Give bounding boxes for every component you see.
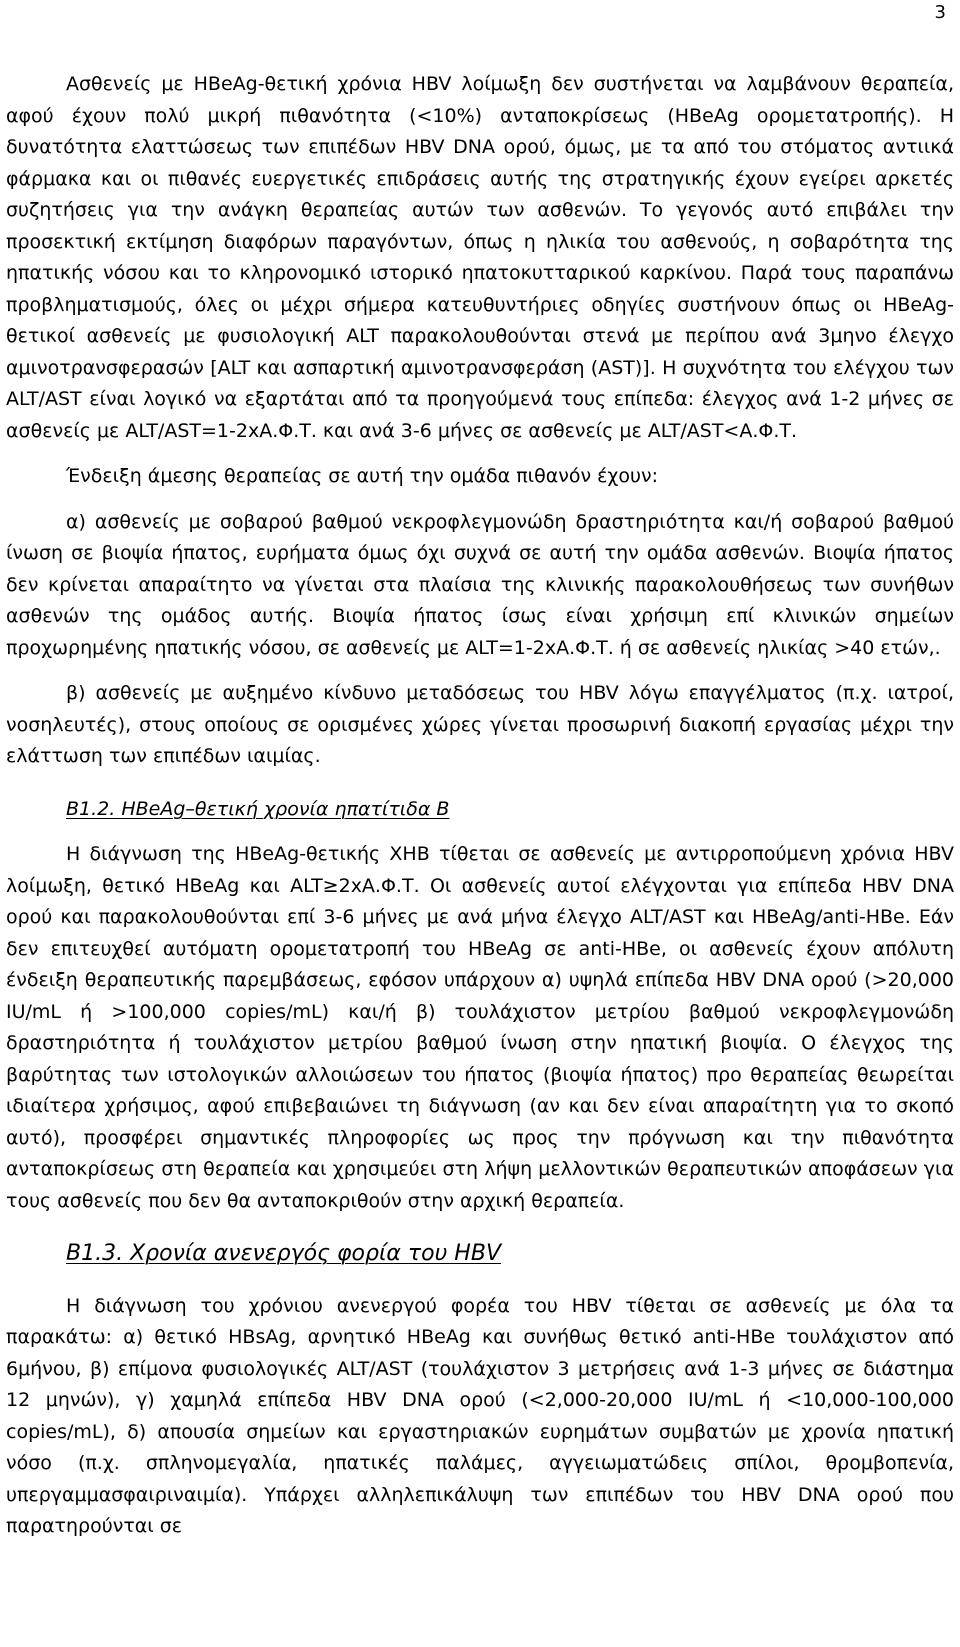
paragraph-item-a: α) ασθενείς με σοβαρού βαθμού νεκροφλεγμονώδη δραστηριότητα και/ή σοβαρού βαθμού ίνωση σε βιοψία ήπατος, ευρήματα όμως όχι συχνά σε αυτή την ομάδα ασθενών. Βιοψία ήπατος δεν κρίνεται απαραίτητο να γίνεται στα πλαίσια της κλινικής παρακολουθήσεως των συνήθων ασθενών της ομάδος αυτής. Βιοψία ήπατος ίσως είναι χρήσιμη επί κλινικών σημείων προχωρημένης ηπατικής νόσου, σε ασθενείς με ALT=1-2xΑ.Φ.Τ. ή σε ασθενείς ηλικίας >40 ετών,. [6,510,954,659]
paragraph-hbeag-positive-chb: Η διάγνωση της HBeAg-θετικής XHB τίθεται σε ασθενείς με αντιρροπούμενη χρόνια HBV λοίμωξη, θετικό HBeAg και ALT≥2xΑ.Φ.Τ. Οι ασθενείς αυτοί ελέγχονται για επίπεδα HBV DNA ορού και παρακολουθούνται επί 3-6 μήνες με ανά μήνα έλεγχο ALT/AST και HBeAg/anti-HBe. Εάν δεν επιτευχθεί αυτόματη ορομετατροπή του HBeAg σε anti-HBe, οι ασθενείς έχουν απόλυτη ένδειξη θεραπευτικής παρεμβάσεως, εφόσον υπάρχουν α) υψηλά επίπεδα HBV DNA ορού (>20,000 IU/mL ή >100,000 copies/mL) και/ή β) τουλάχιστον μετρίου βαθμού νεκροφλεγμονώδη δραστηριότητα ή τουλάχιστον μετρίου βαθμού ίνωση στην ηπατική βιοψία. Ο έλεγχος της βαρύτητας των ιστολογικών αλλοιώσεων του ήπατος (βιοψία ήπατος) προ θεραπείας θεωρείται ιδιαίτερα χρήσιμος, αφού επιβεβαιώνει τη διάγνωση (αν και δεν είναι απαραίτητη για το σκοπό αυτό), προσφέρει σημαντικές πληροφορίες ως προς την πρόγνωση και την πιθανότητα ανταποκρίσεως στη θεραπεία και χρησιμεύει στη λήψη μελλοντικών θεραπευτικών αποφάσεων για τους ασθενείς που δεν θα ανταποκριθούν στην αρχική θεραπεία. [6,843,954,1212]
section-heading-b1-2: Β1.2. HBeAg–θετική χρονία ηπατίτιδα Β [66,797,450,820]
paragraph-treatment-indication: Ένδειξη άμεσης θεραπείας σε αυτή την ομάδα πιθανόν έχουν: [66,465,659,487]
section-heading-b1-3: Β1.3. Χρονία ανενεργός φορία του HBV [66,1241,501,1266]
page-number: 3 [934,2,946,23]
document-body [6,69,954,1543]
paragraph-item-b: β) ασθενείς με αυξημένο κίνδυνο μεταδόσεως του HBV λόγω επαγγέλματος (π.χ. ιατροί, νοσηλευτές), στους οποίους σε ορισμένες χώρες γίνεται προσωρινή διακοπή εργασίας μέχρι την ελάττωση των επιπέδων ιαιμίας. [6,682,954,767]
paragraph-inactive-carrier: Η διάγνωση του χρόνιου ανενεργού φορέα του HBV τίθεται σε ασθενείς με όλα τα παρακάτω: α) θετικό HBsAg, αρνητικό HBeAg και συνήθως θετικό anti-HBe τουλάχιστον από 6μήνου, β) επίμονα φυσιολογικές ALT/AST (τουλάχιστον 3 μετρήσεις ανά 1-3 μήνες σε διάστημα 12 μηνών), γ) χαμηλά επίπεδα HBV DNA ορού (<2,000-20,000 IU/mL ή <10,000-100,000 copies/mL), δ) απουσία σημείων και εργαστηριακών ευρημάτων συμβατών με χρονία ηπατική νόσο (π.χ. σπληνομεγαλία, ηπατικές παλάμες, αγγειωματώδεις σπίλοι, θρομβοπενία, υπεργαμμασφαιριναιμία). Υπάρχει αλληλεπικάλυψη των επιπέδων του HBV DNA ορού που παρατηρούνται σε [6,1294,954,1537]
paragraph-hbeag-positive-infection: Ασθενείς με HBeAg-θετική χρόνια HBV λοίμωξη δεν συστήνεται να λαμβάνουν θεραπεία, αφού έχουν πολύ μικρή πιθανότητα (<10%) ανταποκρίσεως (HBeAg ορομετατροπής). Η δυνατότητα ελαττώσεως των επιπέδων HBV DNA ορού, όμως, με τα από του στόματος αντιικά φάρμακα και οι πιθανές ευεργετικές επιδράσεις αυτής της στρατηγικής έχουν εγείρει αρκετές συζητήσεις για την ανάγκη θεραπείας αυτών των ασθενών. Το γεγονός αυτό επιβάλει την προσεκτική εκτίμηση διαφόρων παραγόντων, όπως η ηλικία του ασθενούς, η σοβαρότητα της ηπατικής νόσου και το κληρονομικό ιστορικό ηπατοκυτταρικού καρκίνου. Παρά τους παραπάνω προβληματισμούς, όλες οι μέχρι σήμερα κατευθυντήριες οδηγίες συστήνουν όπως οι HBeAg-θετικοί ασθενείς με φυσιολογική ALT παρακολουθούνται στενά με περίπου ανά 3μηνο έλεγχο αμινοτρανσφερασών [ALT και ασπαρτική αμινοτρανσφεράση (AST)]. Η συχνότητα του ελέγχου των ALT/AST είναι λογικό να εξαρτάται από τα προηγούμενά τους επίπεδα: έλεγχος ανά 1-2 μήνες σε ασθενείς με ALT/AST=1-2xΑ.Φ.Τ. και ανά 3-6 μήνες σε ασθενείς με ALT/AST<Α.Φ.Τ. [6,73,954,442]
